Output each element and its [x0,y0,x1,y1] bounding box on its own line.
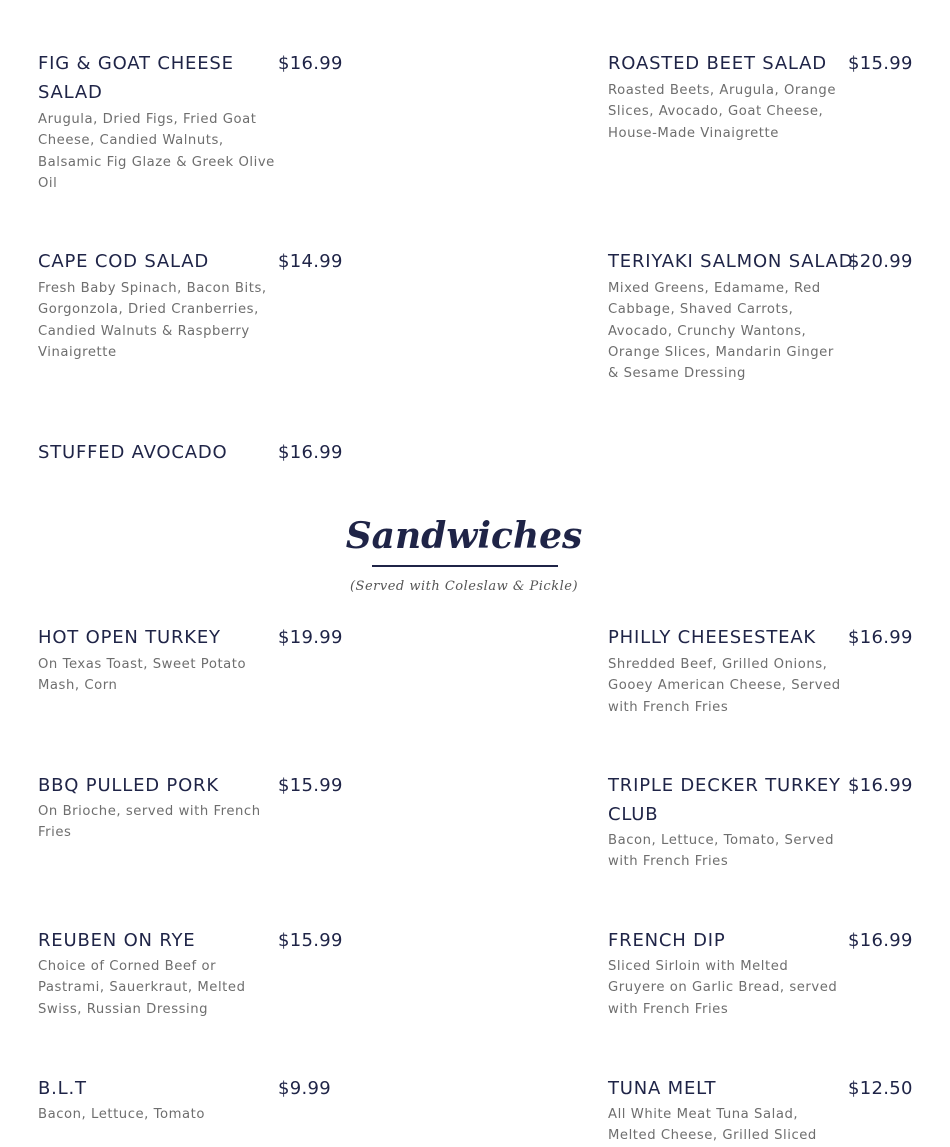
menu-item-description: Shredded Beef, Grilled Onions, Gooey American Cheese, Served with French Fries [608,657,841,715]
menu-item-price: $9.99 [278,1078,332,1099]
menu-item-name: FIG & GOAT CHEESE SALAD [38,53,234,103]
menu-item-name: STUFFED AVOCADO [38,442,228,463]
section-subtitle: (Served with Coleslaw & Pickle) [349,579,579,594]
menu-item-price: $16.99 [278,53,343,74]
menu-item-description: Sliced Sirloin with Melted Gruyere on Garlic Bread, served with French Fries [608,959,838,1017]
menu-item-name: B.L.T [38,1078,87,1099]
menu-item-name: BBQ PULLED PORK [38,775,219,796]
menu-item-name: REUBEN ON RYE [38,930,196,951]
menu-item-name: ROASTED BEET SALAD [608,53,827,74]
menu-item-description: On Brioche, served with French Fries [38,804,261,841]
menu-item-name: TERIYAKI SALMON SALAD [608,251,854,272]
menu-item-price: $16.99 [848,627,913,648]
menu-item-price: $16.99 [278,442,343,463]
menu-item-name: FRENCH DIP [608,930,726,951]
menu-item-name: TRIPLE DECKER TURKEY CLUB [608,775,841,825]
menu-item-description: Roasted Beets, Arugula, Orange Slices, Avocado, Goat Cheese, House-Made Vinaigrette [608,83,837,141]
menu-item-price: $12.50 [848,1078,913,1099]
menu-item-price: $16.99 [848,775,913,796]
menu-item-price: $15.99 [848,53,913,74]
menu-item-price: $19.99 [278,627,343,648]
menu-item-description: Fresh Baby Spinach, Bacon Bits, Gorgonzola, Dried Cranberries, Candied Walnuts & Raspberry Vinaigrette [38,281,267,360]
menu-item-description: All White Meat Tuna Salad, Melted Cheese, Grilled Sliced [608,1107,817,1144]
menu-item-price: $15.99 [278,775,343,796]
menu-item-price: $20.99 [848,251,913,272]
section-title-sandwiches: Sandwiches [345,515,583,557]
menu-item-name: HOT OPEN TURKEY [38,627,221,648]
menu-item-description: Arugula, Dried Figs, Fried Goat Cheese, Candied Walnuts, Balsamic Fig Glaze & Greek Olive Oil [38,112,275,191]
menu-item-description: Mixed Greens, Edamame, Red Cabbage, Shaved Carrots, Avocado, Crunchy Wantons, Orange Slices, Mandarin Ginger & Sesame Dressing [608,281,834,382]
section-divider [372,565,558,567]
menu-item-description: Bacon, Lettuce, Tomato [38,1107,206,1122]
menu-item-description: On Texas Toast, Sweet Potato Mash, Corn [38,657,247,694]
menu-item-description: Bacon, Lettuce, Tomato, Served with French Fries [608,833,834,870]
menu-item-name: TUNA MELT [608,1078,717,1099]
menu-item-name: CAPE COD SALAD [38,251,210,272]
menu-item-price: $14.99 [278,251,343,272]
menu-item-name: PHILLY CHEESESTEAK [608,627,817,648]
menu-item-price: $15.99 [278,930,343,951]
menu-item-description: Choice of Corned Beef or Pastrami, Sauerkraut, Melted Swiss, Russian Dressing [38,959,246,1017]
menu-item-price: $16.99 [848,930,913,951]
